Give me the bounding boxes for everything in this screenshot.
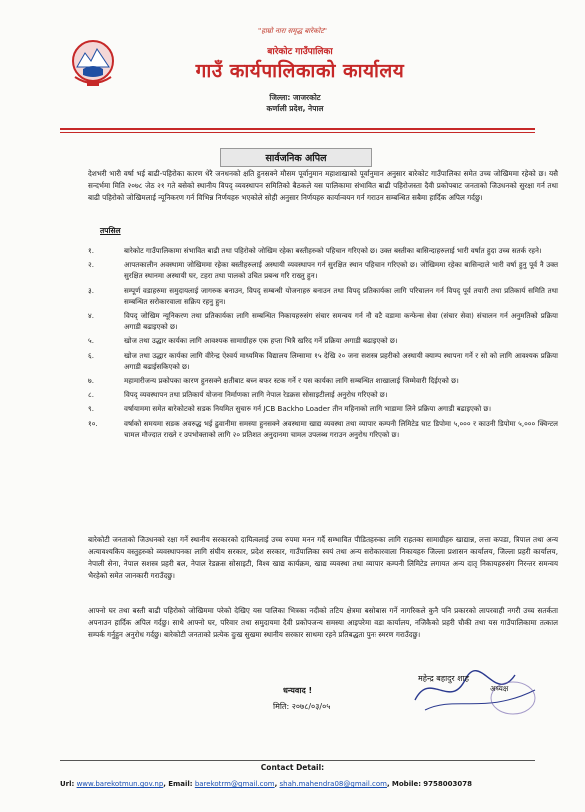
signatory-role: अध्यक्ष — [490, 684, 509, 693]
nepal-emblem-logo — [71, 37, 115, 89]
slogan: "हाम्रो नारा समृद्ध बारेकोट" — [258, 27, 327, 35]
list-item: ८. विपद् व्यवस्थापन तथा प्रतिकार्य योजना निर्माणका लागि नेपाल रेडक्रस सोसाइटीलाई अनुरोध गरिएको छ। — [88, 390, 388, 400]
mobile-number: 9758003078 — [423, 780, 472, 788]
email-link-chair[interactable]: shah.mahendra08@gmail.com — [279, 780, 387, 788]
notice-title: सार्वजनिक अपिल — [220, 148, 372, 167]
thanks-text: धन्यवाद ! — [283, 686, 313, 695]
rural-municipality-name: बारेकोट गाउँपालिका — [267, 47, 333, 57]
footer-divider — [60, 760, 535, 761]
list-item: १०. वर्षाको समयमा सडक अवरुद्ध भई ढुवानीमा समस्या हुनसक्ने अवस्थामा खाद्य व्यवस्था तथा व्यापार कम्पनी लिमिटेड घाट डिपोमा ५,००० र काउनी डिपोमा ५,००० क्विन्टल चामल मौज्दात राख्ने र उपभोक्ताको लागि २० प्रतिशत अनुदानमा चामल उपलब्ध गराउन अनुरोध गरिएको छ। — [88, 418, 558, 439]
list-item: १. बारेकोट गाउँपालिकामा संभावित बाढी तथा पहिरोको जोखिम रहेका बस्तीहरुको पहिचान गरिएको छ। उक्त बस्तीका बासिन्दाहरुलाई भारी वर्षात हुदा उच्च सतर्क रहने। — [88, 246, 542, 255]
list-item: ७. महामारीजन्य प्रकोपका कारण हुनसक्ने क्षतीबाट बच्न बफर स्टक गर्ने र यस कार्यका लागि सम्बन्धित शाखालाई जिम्मेवारी दिईएको छ। — [88, 376, 459, 386]
notice-date: मिति: २०७८/०३/०५ — [273, 702, 331, 711]
contact-line: Url: www.barekotmun.gov.np, Email: barekotrm@gmail.com, shah.mahendra08@gmail.com, Mobile: 9758003078 — [60, 780, 472, 788]
signatory-name: महेन्द्र बहादुर शाह — [418, 674, 470, 683]
province-line: कर्णाली प्रदेश, नेपाल — [266, 104, 324, 113]
list-item: ५. खोज तथा उद्धार कार्यका लागि आवश्यक सामाग्रीहरु एक हप्ता भित्रै खरिद गर्ने प्रक्रिया अगाडी बढाइएको छ। — [88, 336, 398, 346]
list-item: ४. विपद् जोखिम न्यूनिकरण तथा प्रतिकार्यका लागि सम्बन्धित निकायहरुसंग संचार समन्वय गर्न नौ वटै वडामा कन्फेन्स सेवा (संचार सेवा) संचालन गर्न अनुमतिको प्रक्रिया अगाडी बढाइएको छ। — [88, 311, 558, 332]
url-label: Url: — [60, 780, 75, 788]
subheading: तपसिल — [100, 226, 121, 235]
list-item: ६. खोज तथा उद्धार कार्यका लागि वीरेन्द्र ऐश्वर्य माध्यमिक विद्यालय लिम्सामा १५ देखि २० जना सशस्त्र प्रहरीको अस्थायी क्याम्प स्थापना गर्ने र सो को लागि आवश्यक प्रक्रिया अगाडी बढाईसकिएको छ। — [88, 350, 558, 371]
list-item: ९. वर्षायाममा समेत बारेकोटको सडक नियमित सुचारु गर्न JCB Backho Loader तीन महिनाको लागि भाडामा लिने प्रक्रिया अगाडी बढाइएको छ। — [88, 404, 492, 414]
email-link-office[interactable]: barekotrm@gmail.com — [194, 780, 275, 788]
office-title: गाउँ कार्यपालिकाको कार्यालय — [195, 60, 405, 82]
website-link[interactable]: www.barekotmun.gov.np — [76, 780, 164, 788]
decision-list — [88, 245, 558, 443]
intro-paragraph: देशभरी भारी वर्षा भई बाढी-पहिरोका कारण धेरै जनधनको क्षति हुनसक्ने मौसम पूर्वानुमान महाशाखाको पूर्वानुमान अनुसार बारेकोट गाउँपालिका समेत उच्च जोखिममा रहेको छ। यसै सन्दर्भमा मिति २०७८ जेठ २१ गते बसेको स्थानीय विपद् व्यवस्थापन समितिको बैठकले यस पालिकामा संभावित बाढी पहिरोजस्ता दैवी प्रकोपबाट जनताको जिउधनको सुरक्षा गर्न तथा बाढी पहिरोको जोखिमलाई न्यूनिकरण गर्न विभिन्न निर्णयहरु भएकोले सोही अनुसार निर्णयहरु कार्यान्वयन गर्न गराउन सम्बन्धित सबैमा हार्दिक अपिल गर्दछु। — [88, 169, 558, 202]
contact-title: Contact Detail: — [260, 763, 325, 772]
appeal-paragraph: आफ्नो घर तथा बस्ती बाढी पहिरोको जोखिममा परेको देखिए यस पालिका भित्रका नदीको तटिय क्षेत्रमा बसोबास गर्ने नागरिकले कुनै पनि प्रकारको लापरवाही नगरी उच्च सतर्कता अपनाउन हार्दिक अपिल गर्दछु। साथै आफ्नो घर, परिवार तथा समुदायमा दैवी प्रकोपजन्य समस्या आइपरेमा वडा कार्यालय, नजिकैको प्रहरी चौकी तथा यस गाउँपालिकामा तत्काल सम्पर्क गर्नुहुन अनुरोध गर्दछु। बारेकोटी जनताको प्रत्येक दुःख सुखमा स्थानीय सरकार साथमा रहने प्रतिबद्धता पुनः स्मरण गराउँदछु। — [88, 606, 558, 639]
coordination-paragraph: बारेकोटी जनताको जिउधनको रक्षा गर्ने स्थानीय सरकारको दायित्वलाई उच्च रुपमा मनन गर्दै सम्भावित पीडितहरुका लागि राहतका सामाग्रीहरु खाद्यान्न, लत्ता कपडा, त्रिपाल तथा अन्य अत्यावश्यकिय वस्तुहरुको व्यवस्थापनका लागि संघीय सरकार, प्रदेश सरकार, गाउँपालिका स्वयं तथा अन्य सरोकारवाला निकायहरु जिल्ला प्रशासन कार्यालय, जिल्ला प्रहरी कार्यालय, नेपाली सेना, नेपाल सशस्त्र प्रहरी बल, नेपाल रेडक्रस सोसाइटी, विश्व खाद्य कार्यक्रम, खाद्य व्यवस्था तथा व्यापार कम्पनी लिमिटेड लगायत अन्य दातृ निकायहरुसंग निरन्तर समन्वय भैरहेको समेत जानकारी गराउँदछु। — [88, 535, 558, 580]
list-item: २. आपतकालीन अवस्थामा जोखिममा रहेका बस्तीहरुलाई अस्थायी व्यवस्थापन गर्न सुरक्षित स्थान पहिचान गरिएको छ। जोखिममा रहेका बासिन्दाले भारी वर्षा हुनु पूर्व नै उक्त सुरक्षित स्थानमा अस्थायी घर, टहरा तथा पालको उचित प्रबन्ध गरि राख्नु हुन। — [88, 260, 558, 281]
header-divider-thin — [60, 132, 535, 133]
list-item: ३. सम्पूर्ण वडाहरुमा समुदायलाई जागरुक बनाउन, विपद् सम्बन्धी योजनाहरु बनाउन तथा विपद् प्रतिकार्यका लागि परिचालन गर्न विपद् पूर्व तयारी तथा प्रतिकार्य समिति तथा सम्बन्धित सरोकारवाला सक्रिय रहनु हुन। — [88, 285, 558, 306]
mobile-label: Mobile: — [391, 780, 422, 788]
header-divider — [60, 128, 535, 130]
district-line: जिल्ला: जाजरकोट — [269, 93, 321, 102]
signature-and-seal — [395, 660, 545, 720]
email-label: Email: — [168, 780, 193, 788]
